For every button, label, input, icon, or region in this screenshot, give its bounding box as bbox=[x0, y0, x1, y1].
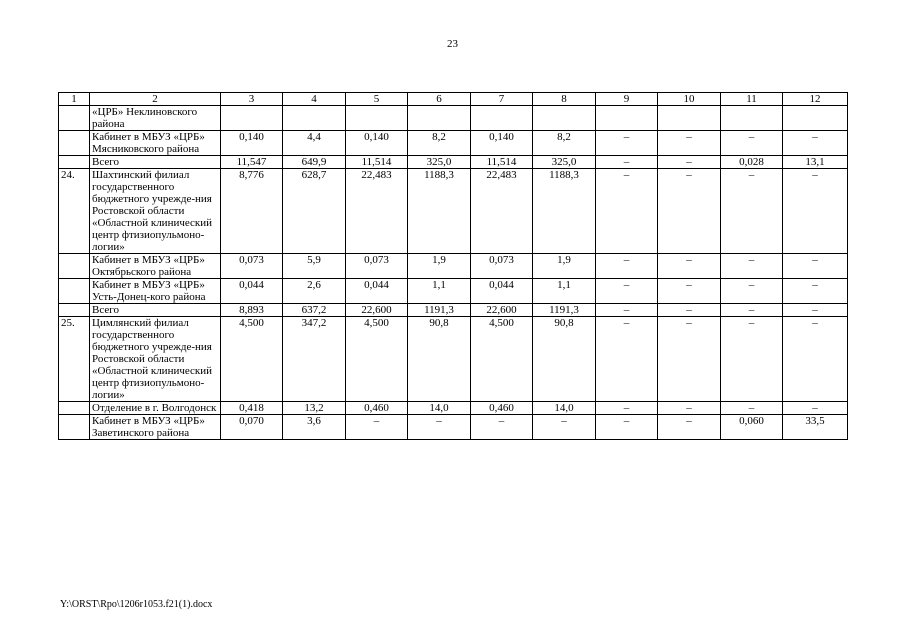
institution-name-cell: Всего bbox=[90, 156, 221, 169]
value-cell: 0,044 bbox=[221, 279, 283, 304]
table-row bbox=[59, 254, 848, 279]
table-row bbox=[59, 106, 848, 131]
value-cell: – bbox=[658, 402, 721, 415]
value-cell: 4,500 bbox=[221, 317, 283, 402]
value-cell: 0,070 bbox=[221, 415, 283, 440]
value-cell: – bbox=[783, 317, 848, 402]
row-number-cell bbox=[59, 402, 90, 415]
table-row bbox=[59, 169, 848, 254]
row-number-cell: 25. bbox=[59, 317, 90, 402]
value-cell: – bbox=[658, 169, 721, 254]
value-cell: 0,140 bbox=[346, 131, 408, 156]
institution-name-cell: Шахтинский филиал государственного бюджетного учрежде-ния Ростовской области «Областной клинический центр фтизиопульмоно-логии» bbox=[90, 169, 221, 254]
value-cell: 3,6 bbox=[283, 415, 346, 440]
value-cell: – bbox=[658, 317, 721, 402]
value-cell: – bbox=[658, 279, 721, 304]
value-cell: 1,1 bbox=[533, 279, 596, 304]
table-row bbox=[59, 131, 848, 156]
value-cell: 0,418 bbox=[221, 402, 283, 415]
value-cell: 0,060 bbox=[721, 415, 783, 440]
value-cell: 8,893 bbox=[221, 304, 283, 317]
data-table bbox=[58, 92, 848, 440]
value-cell: 649,9 bbox=[283, 156, 346, 169]
column-number: 10 bbox=[658, 93, 721, 106]
value-cell: 1,9 bbox=[533, 254, 596, 279]
value-cell: 0,044 bbox=[471, 279, 533, 304]
value-cell bbox=[283, 106, 346, 131]
column-number: 1 bbox=[59, 93, 90, 106]
value-cell: 5,9 bbox=[283, 254, 346, 279]
value-cell: – bbox=[596, 317, 658, 402]
value-cell bbox=[658, 106, 721, 131]
value-cell: – bbox=[721, 317, 783, 402]
row-number-cell bbox=[59, 304, 90, 317]
value-cell bbox=[596, 106, 658, 131]
value-cell: 0,460 bbox=[471, 402, 533, 415]
row-number-cell bbox=[59, 279, 90, 304]
value-cell: 14,0 bbox=[408, 402, 471, 415]
value-cell: 637,2 bbox=[283, 304, 346, 317]
value-cell: – bbox=[658, 131, 721, 156]
value-cell: 22,600 bbox=[471, 304, 533, 317]
page-number: 23 bbox=[447, 38, 458, 50]
value-cell: 13,1 bbox=[783, 156, 848, 169]
value-cell: – bbox=[721, 131, 783, 156]
column-number: 11 bbox=[721, 93, 783, 106]
file-path-footer: Y:\ORST\Rpo\1206r1053.f21(1).docx bbox=[60, 599, 213, 610]
column-number: 2 bbox=[90, 93, 221, 106]
row-number-cell bbox=[59, 415, 90, 440]
value-cell: – bbox=[783, 402, 848, 415]
value-cell: – bbox=[471, 415, 533, 440]
value-cell: – bbox=[408, 415, 471, 440]
table-row bbox=[59, 402, 848, 415]
value-cell: 628,7 bbox=[283, 169, 346, 254]
value-cell: 8,2 bbox=[408, 131, 471, 156]
value-cell: 13,2 bbox=[283, 402, 346, 415]
value-cell bbox=[408, 106, 471, 131]
value-cell: – bbox=[533, 415, 596, 440]
value-cell: 1,1 bbox=[408, 279, 471, 304]
value-cell: 1188,3 bbox=[533, 169, 596, 254]
value-cell: 11,547 bbox=[221, 156, 283, 169]
row-number-cell bbox=[59, 106, 90, 131]
value-cell: – bbox=[596, 279, 658, 304]
institution-name-cell: Кабинет в МБУЗ «ЦРБ» Усть-Донец-кого района bbox=[90, 279, 221, 304]
row-number-cell bbox=[59, 156, 90, 169]
value-cell: – bbox=[783, 304, 848, 317]
value-cell: 347,2 bbox=[283, 317, 346, 402]
table-row bbox=[59, 317, 848, 402]
value-cell: 90,8 bbox=[533, 317, 596, 402]
value-cell: 325,0 bbox=[533, 156, 596, 169]
value-cell: – bbox=[596, 156, 658, 169]
value-cell: 0,140 bbox=[221, 131, 283, 156]
value-cell: 14,0 bbox=[533, 402, 596, 415]
value-cell: – bbox=[346, 415, 408, 440]
value-cell: 0,073 bbox=[346, 254, 408, 279]
value-cell: – bbox=[658, 156, 721, 169]
institution-name-cell: Отделение в г. Волгодонск bbox=[90, 402, 221, 415]
value-cell: 11,514 bbox=[471, 156, 533, 169]
value-cell: 8,2 bbox=[533, 131, 596, 156]
value-cell: 1188,3 bbox=[408, 169, 471, 254]
value-cell bbox=[221, 106, 283, 131]
value-cell: – bbox=[658, 415, 721, 440]
value-cell: 0,140 bbox=[471, 131, 533, 156]
value-cell: – bbox=[721, 402, 783, 415]
column-number: 8 bbox=[533, 93, 596, 106]
value-cell: – bbox=[596, 415, 658, 440]
table-row bbox=[59, 156, 848, 169]
institution-name-cell: Кабинет в МБУЗ «ЦРБ» Мясниковского района bbox=[90, 131, 221, 156]
value-cell bbox=[346, 106, 408, 131]
value-cell: 0,044 bbox=[346, 279, 408, 304]
value-cell: 2,6 bbox=[283, 279, 346, 304]
value-cell: 4,500 bbox=[471, 317, 533, 402]
value-cell: 22,600 bbox=[346, 304, 408, 317]
value-cell: 1191,3 bbox=[408, 304, 471, 317]
value-cell bbox=[533, 106, 596, 131]
institution-name-cell: Цимлянский филиал государственного бюджетного учрежде-ния Ростовской области «Областной клинический центр фтизиопульмоно-логии» bbox=[90, 317, 221, 402]
value-cell: – bbox=[658, 304, 721, 317]
value-cell: – bbox=[596, 254, 658, 279]
value-cell: – bbox=[783, 169, 848, 254]
value-cell: – bbox=[721, 169, 783, 254]
value-cell: 33,5 bbox=[783, 415, 848, 440]
value-cell: – bbox=[783, 279, 848, 304]
row-number-cell: 24. bbox=[59, 169, 90, 254]
value-cell: – bbox=[596, 304, 658, 317]
value-cell: – bbox=[596, 131, 658, 156]
value-cell bbox=[471, 106, 533, 131]
value-cell: 22,483 bbox=[346, 169, 408, 254]
table-row bbox=[59, 415, 848, 440]
value-cell: – bbox=[721, 254, 783, 279]
value-cell: 0,460 bbox=[346, 402, 408, 415]
value-cell: 0,073 bbox=[471, 254, 533, 279]
value-cell: – bbox=[783, 131, 848, 156]
column-number: 5 bbox=[346, 93, 408, 106]
column-number: 9 bbox=[596, 93, 658, 106]
column-number: 6 bbox=[408, 93, 471, 106]
value-cell: – bbox=[721, 304, 783, 317]
value-cell: 1,9 bbox=[408, 254, 471, 279]
value-cell: 0,073 bbox=[221, 254, 283, 279]
column-number: 3 bbox=[221, 93, 283, 106]
value-cell: 1191,3 bbox=[533, 304, 596, 317]
table-row bbox=[59, 304, 848, 317]
value-cell: 4,500 bbox=[346, 317, 408, 402]
value-cell: – bbox=[783, 254, 848, 279]
value-cell: 8,776 bbox=[221, 169, 283, 254]
value-cell bbox=[783, 106, 848, 131]
institution-name-cell: Кабинет в МБУЗ «ЦРБ» Октябрьского района bbox=[90, 254, 221, 279]
institution-name-cell: Всего bbox=[90, 304, 221, 317]
value-cell: 90,8 bbox=[408, 317, 471, 402]
value-cell: 0,028 bbox=[721, 156, 783, 169]
value-cell: 325,0 bbox=[408, 156, 471, 169]
row-number-cell bbox=[59, 131, 90, 156]
value-cell: 11,514 bbox=[346, 156, 408, 169]
value-cell: – bbox=[721, 279, 783, 304]
value-cell: 4,4 bbox=[283, 131, 346, 156]
institution-name-cell: «ЦРБ» Неклиновского района bbox=[90, 106, 221, 131]
column-number: 4 bbox=[283, 93, 346, 106]
value-cell: – bbox=[596, 402, 658, 415]
value-cell bbox=[721, 106, 783, 131]
column-number: 12 bbox=[783, 93, 848, 106]
institution-name-cell: Кабинет в МБУЗ «ЦРБ» Заветинского района bbox=[90, 415, 221, 440]
row-number-cell bbox=[59, 254, 90, 279]
value-cell: – bbox=[596, 169, 658, 254]
column-number-row bbox=[59, 93, 848, 106]
column-number: 7 bbox=[471, 93, 533, 106]
value-cell: – bbox=[658, 254, 721, 279]
value-cell: 22,483 bbox=[471, 169, 533, 254]
table-row bbox=[59, 279, 848, 304]
